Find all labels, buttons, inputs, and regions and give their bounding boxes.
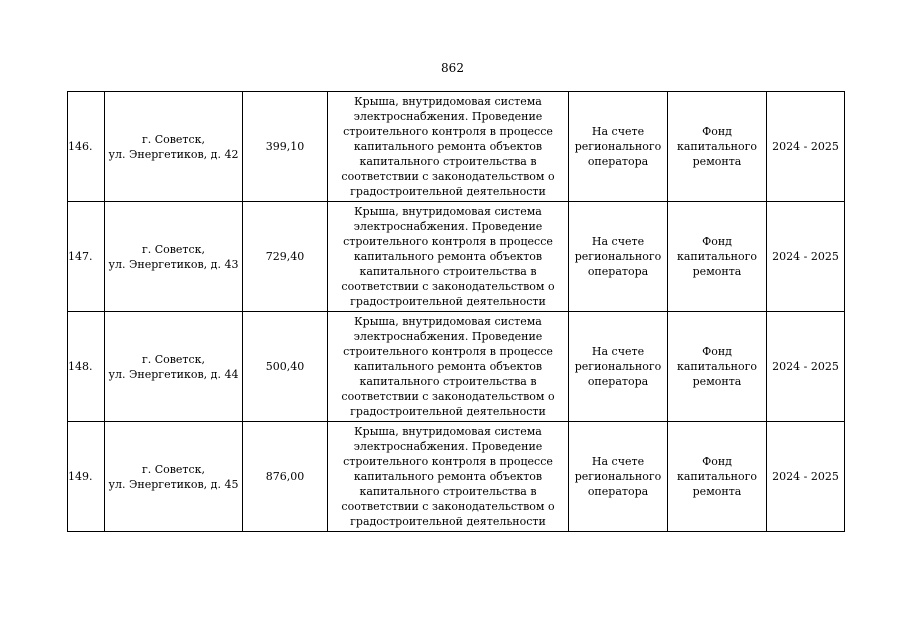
period-cell: 2024 - 2025 [767,422,845,532]
account-cell: На счете регионального оператора [569,92,668,202]
funding-source-cell: Фонд капитального ремонта [668,202,767,312]
address-cell [105,202,243,312]
address-street: ул. Энергетиков, д. 44 [108,367,239,381]
period-cell: 2024 - 2025 [767,312,845,422]
funding-source-cell: Фонд капитального ремонта [668,422,767,532]
address-street: ул. Энергетиков, д. 43 [108,257,239,271]
address-city: г. Советск, [141,242,206,256]
period-cell: 2024 - 2025 [767,202,845,312]
table-row [68,422,845,532]
address-city: г. Советск, [141,132,206,146]
repair-plan-table [67,91,845,532]
row-number: 148. [68,312,105,422]
address-street: ул. Энергетиков, д. 42 [108,147,239,161]
area-cell: 876,00 [243,422,328,532]
funding-source-cell: Фонд капитального ремонта [668,312,767,422]
row-number: 147. [68,202,105,312]
address-city: г. Советск, [141,462,206,476]
address-cell [105,92,243,202]
area-cell: 729,40 [243,202,328,312]
work-type-cell: Крыша, внутридомовая система электроснабжения. Проведение строительного контроля в процессе капитального ремонта объектов капитального строительства в соответствии с законодательством о градостроительной деятельности [328,422,569,532]
account-cell: На счете регионального оператора [569,202,668,312]
work-type-cell: Крыша, внутридомовая система электроснабжения. Проведение строительного контроля в процессе капитального ремонта объектов капитального строительства в соответствии с законодательством о градостроительной деятельности [328,312,569,422]
address-street: ул. Энергетиков, д. 45 [108,477,239,491]
period-cell: 2024 - 2025 [767,92,845,202]
work-type-cell: Крыша, внутридомовая система электроснабжения. Проведение строительного контроля в процессе капитального ремонта объектов капитального строительства в соответствии с законодательством о градостроительной деятельности [328,202,569,312]
address-city: г. Советск, [141,352,206,366]
table-row [68,312,845,422]
funding-source-cell: Фонд капитального ремонта [668,92,767,202]
work-type-cell: Крыша, внутридомовая система электроснабжения. Проведение строительного контроля в процессе капитального ремонта объектов капитального строительства в соответствии с законодательством о градостроительной деятельности [328,92,569,202]
account-cell: На счете регионального оператора [569,312,668,422]
area-cell: 500,40 [243,312,328,422]
row-number: 146. [68,92,105,202]
row-number: 149. [68,422,105,532]
account-cell: На счете регионального оператора [569,422,668,532]
address-cell [105,422,243,532]
table-row [68,202,845,312]
area-cell: 399,10 [243,92,328,202]
table-row [68,92,845,202]
page-number: 862 [441,61,464,75]
address-cell [105,312,243,422]
